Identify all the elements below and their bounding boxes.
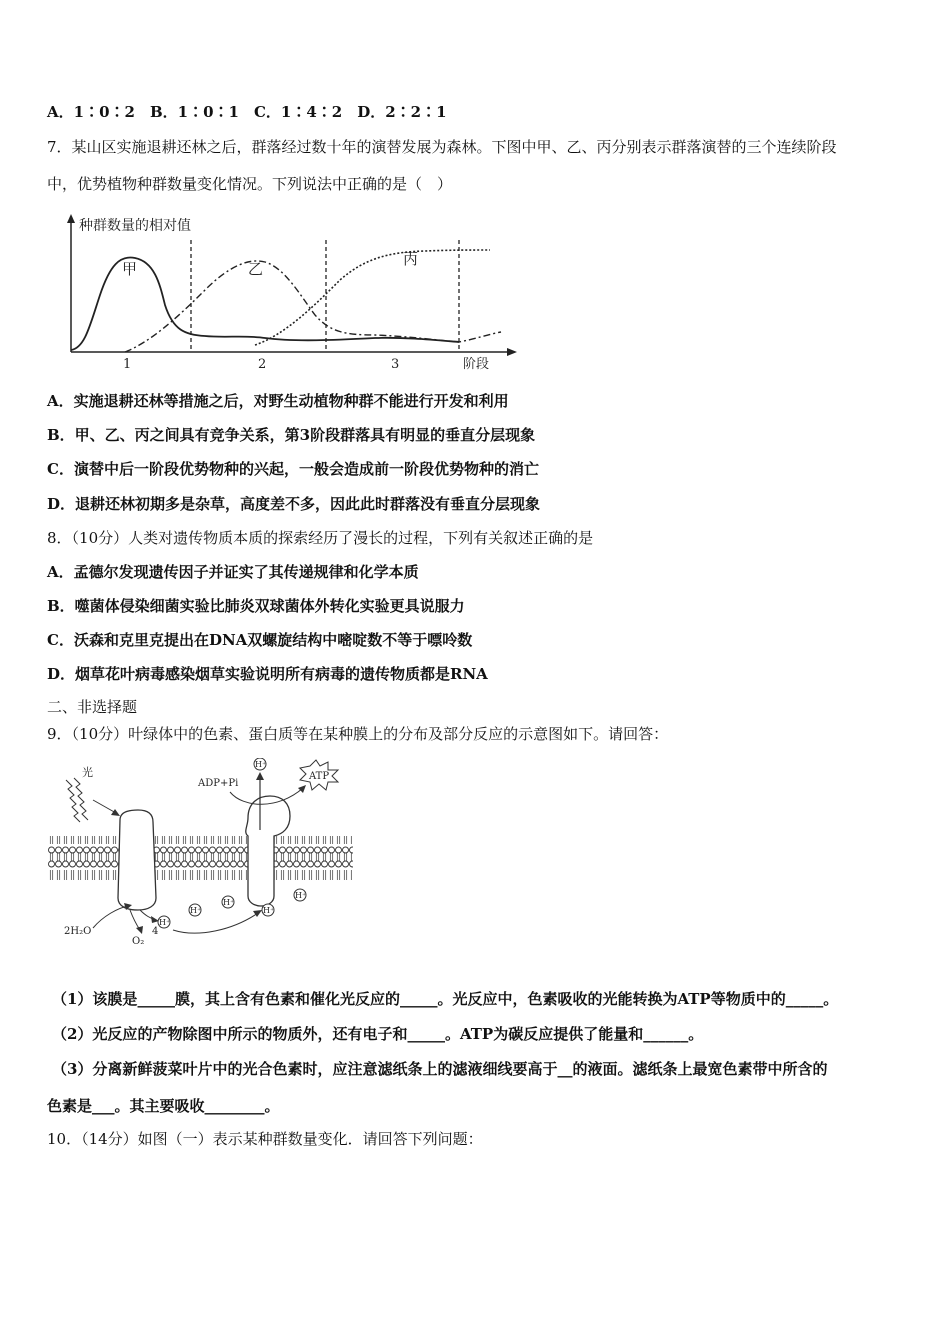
four-label: 4 xyxy=(152,926,159,937)
q7-stem-line2: 中，优势植物种群数量变化情况。下列说法中正确的是（ ） xyxy=(47,175,453,193)
q9-sub2: （2）光反应的产物除图中所示的物质外，还有电子和_____。ATP为碳反应提供了能量和______。 xyxy=(52,1025,704,1043)
light-label: 光 xyxy=(82,766,93,779)
svg-text:H⁺: H⁺ xyxy=(159,918,171,927)
q9-membrane-diagram xyxy=(48,758,358,948)
q8-option-a: A．孟德尔发现遗传因子并证实了其传递规律和化学本质 xyxy=(47,563,419,581)
svg-text:H⁺: H⁺ xyxy=(263,906,275,915)
q7-option-a: A．实施退耕还林等措施之后，对野生动植物种群不能进行开发和利用 xyxy=(47,392,509,410)
q9-sub1: （1）该膜是_____膜，其上含有色素和催化光反应的_____。光反应中，色素吸收的光能转换为ATP等物质中的_____。 xyxy=(52,990,839,1008)
q7-option-b: B．甲、乙、丙之间具有竞争关系，第3阶段群落具有明显的垂直分层现象 xyxy=(47,426,536,444)
q9-sub3-line2: 色素是___。其主要吸收________。 xyxy=(47,1097,280,1115)
q6-options: A．1∶0∶2 B．1∶0∶1 C．1∶4∶2 D．2∶2∶1 xyxy=(47,103,447,121)
q8-option-c: C．沃森和克里克提出在DNA双螺旋结构中嘧啶数不等于嘌呤数 xyxy=(47,631,473,649)
svg-text:H⁺: H⁺ xyxy=(223,898,235,907)
series-yi-line xyxy=(125,261,501,352)
oxygen-label: O₂ xyxy=(132,936,145,947)
adp-label: ADP+Pi xyxy=(198,778,239,789)
section-heading: 二、非选择题 xyxy=(47,698,138,716)
atp-label: ATP xyxy=(309,771,330,782)
q8-option-b: B．噬菌体侵染细菌实验比肺炎双球菌体外转化实验更具说服力 xyxy=(47,597,465,615)
q8-option-d: D．烟草花叶病毒感染烟草实验说明所有病毒的遗传物质都是RNA xyxy=(47,665,488,683)
svg-text:H⁺: H⁺ xyxy=(295,891,307,900)
x-tick-2: 2 xyxy=(258,357,267,372)
series-label-bing: 丙 xyxy=(403,250,419,268)
q10-stem: 10．（14分）如图（一）表示某种群数量变化．请回答下列问题： xyxy=(47,1130,483,1148)
q7-option-c: C．演替中后一阶段优势物种的兴起，一般会造成前一阶段优势物种的消亡 xyxy=(47,460,539,478)
series-label-jia: 甲 xyxy=(122,260,138,278)
series-label-yi: 乙 xyxy=(248,260,264,278)
q9-stem: 9．（10分）叶绿体中的色素、蛋白质等在某种膜上的分布及部分反应的示意图如下。请回答： xyxy=(47,725,669,743)
x-axis-label: 阶段 xyxy=(463,357,490,372)
q7-chart xyxy=(55,210,525,375)
svg-text:H⁺: H⁺ xyxy=(255,760,267,769)
light-wave-icon xyxy=(66,780,80,822)
q8-stem: 8．（10分）人类对遗传物质本质的探索经历了漫长的过程，下列有关叙述正确的是 xyxy=(47,529,594,547)
lipid-bilayer-bottom xyxy=(48,858,353,880)
q9-sub3-line1: （3）分离新鲜菠菜叶片中的光合色素时，应注意滤纸条上的滤液细线要高于__的液面。滤纸条上最宽色素带中所含的 xyxy=(52,1060,828,1078)
y-axis-arrow xyxy=(67,214,75,223)
lipid-bilayer-top xyxy=(48,836,353,858)
x-tick-1: 1 xyxy=(123,357,132,372)
x-tick-3: 3 xyxy=(391,357,400,372)
q7-option-d: D．退耕还林初期多是杂草，高度差不多，因此此时群落没有垂直分层现象 xyxy=(47,495,541,513)
series-bing-line xyxy=(255,250,490,345)
q7-stem-line1: 7．某山区实施退耕还林之后，群落经过数十年的演替发展为森林。下图中甲、乙、丙分别表示群落演替的三个连续阶段 xyxy=(47,138,837,156)
svg-text:H⁺: H⁺ xyxy=(190,906,202,915)
photosystem-protein xyxy=(118,810,156,910)
x-axis-arrow xyxy=(507,348,517,356)
y-axis-label: 种群数量的相对值 xyxy=(79,218,191,234)
water-label: 2H₂O xyxy=(64,926,92,937)
